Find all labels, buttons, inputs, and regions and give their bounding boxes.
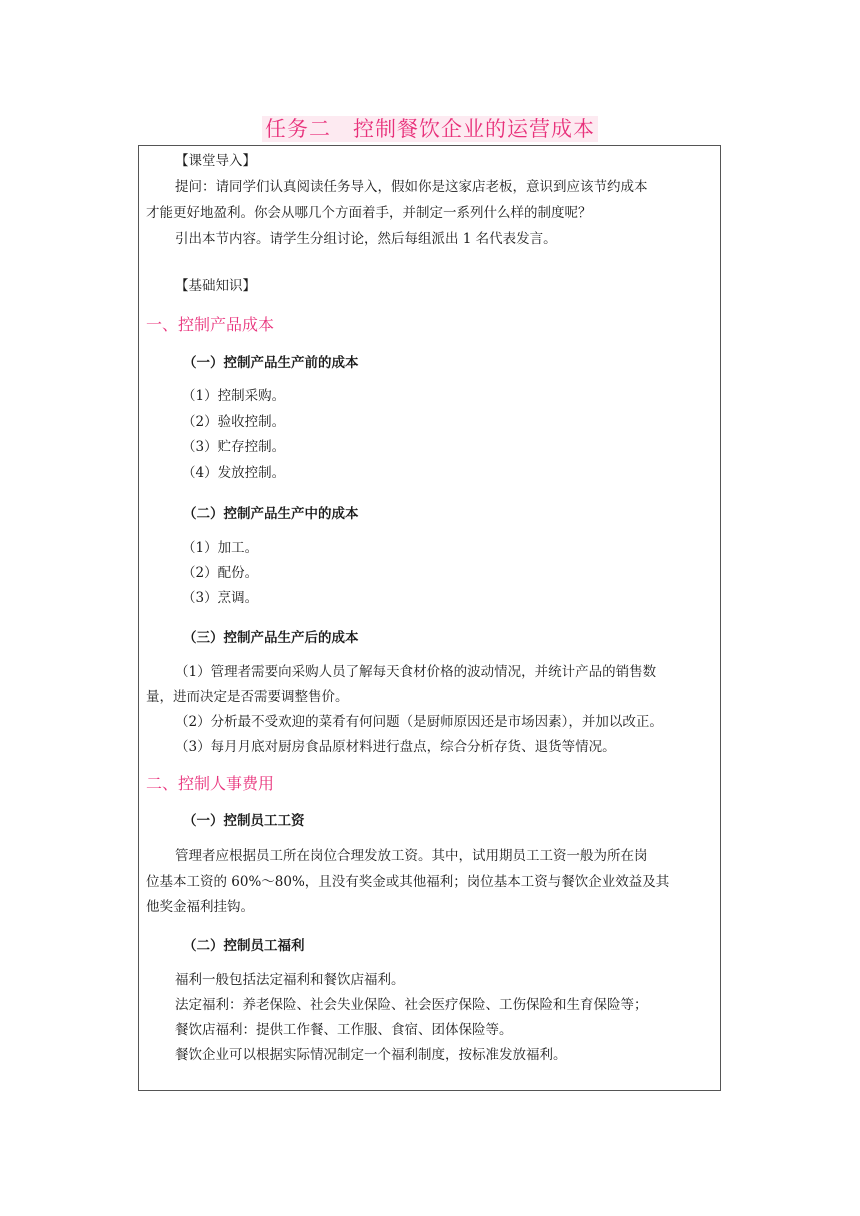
paragraph-line: （2）分析最不受欢迎的菜肴有何问题（是厨师原因还是市场因素），并加以改正。	[175, 714, 663, 730]
paragraph-line: 餐饮企业可以根据实际情况制定一个福利制度，按标准发放福利。	[175, 1047, 567, 1063]
paragraph-line: 法定福利：养老保险、社会失业保险、社会医疗保险、工伤保险和生育保险等；	[175, 997, 648, 1013]
paragraph-line: 他奖金福利挂钩。	[146, 899, 254, 915]
list-item: （3）烹调。	[182, 590, 259, 606]
paragraph-line: （3）每月月底对厨房食品原材料进行盘点，综合分析存货、退货等情况。	[175, 739, 616, 755]
list-item: （1）加工。	[182, 540, 259, 556]
paragraph-line: （1）管理者需要向采购人员了解每天食材价格的波动情况，并统计产品的销售数	[175, 664, 657, 680]
section-2-title: 二、控制人事费用	[146, 774, 275, 793]
list-item: （4）发放控制。	[182, 465, 286, 481]
intro-heading: 【课堂导入】	[175, 153, 256, 169]
paragraph-line: 福利一般包括法定福利和餐饮店福利。	[175, 972, 405, 988]
section-1-title: 一、控制产品成本	[146, 315, 275, 334]
section-2-sub-1-title: （一）控制员工工资	[183, 813, 305, 829]
section-2-sub-2-title: （二）控制员工福利	[183, 938, 305, 954]
list-item: （1）控制采购。	[182, 388, 286, 404]
section-1-sub-2-title: （二）控制产品生产中的成本	[183, 506, 359, 522]
paragraph-line: 管理者应根据员工所在岗位合理发放工资。其中，试用期员工工资一般为所在岗	[175, 848, 648, 864]
list-item: （2）配份。	[182, 565, 259, 581]
page-title-text: 任务二 控制餐饮企业的运营成本	[262, 116, 598, 142]
list-item: （3）贮存控制。	[182, 439, 286, 455]
basics-heading: 【基础知识】	[175, 278, 256, 294]
section-1-sub-3-title: （三）控制产品生产后的成本	[183, 630, 359, 646]
intro-line-1: 提问：请同学们认真阅读任务导入，假如你是这家店老板，意识到应该节约成本	[175, 179, 648, 195]
section-1-sub-1-title: （一）控制产品生产前的成本	[183, 355, 359, 371]
intro-line-3: 引出本节内容。请学生分组讨论，然后每组派出 1 名代表发言。	[175, 231, 557, 247]
page-title	[0, 113, 860, 143]
paragraph-line: 量，进而决定是否需要调整售价。	[146, 689, 349, 705]
paragraph-line: 位基本工资的 60%～80%，且没有奖金或其他福利；岗位基本工资与餐饮企业效益及其	[146, 874, 670, 890]
intro-line-2: 才能更好地盈利。你会从哪几个方面着手，并制定一系列什么样的制度呢？	[146, 205, 592, 221]
paragraph-line: 餐饮店福利：提供工作餐、工作服、食宿、团体保险等。	[175, 1022, 513, 1038]
list-item: （2）验收控制。	[182, 414, 286, 430]
